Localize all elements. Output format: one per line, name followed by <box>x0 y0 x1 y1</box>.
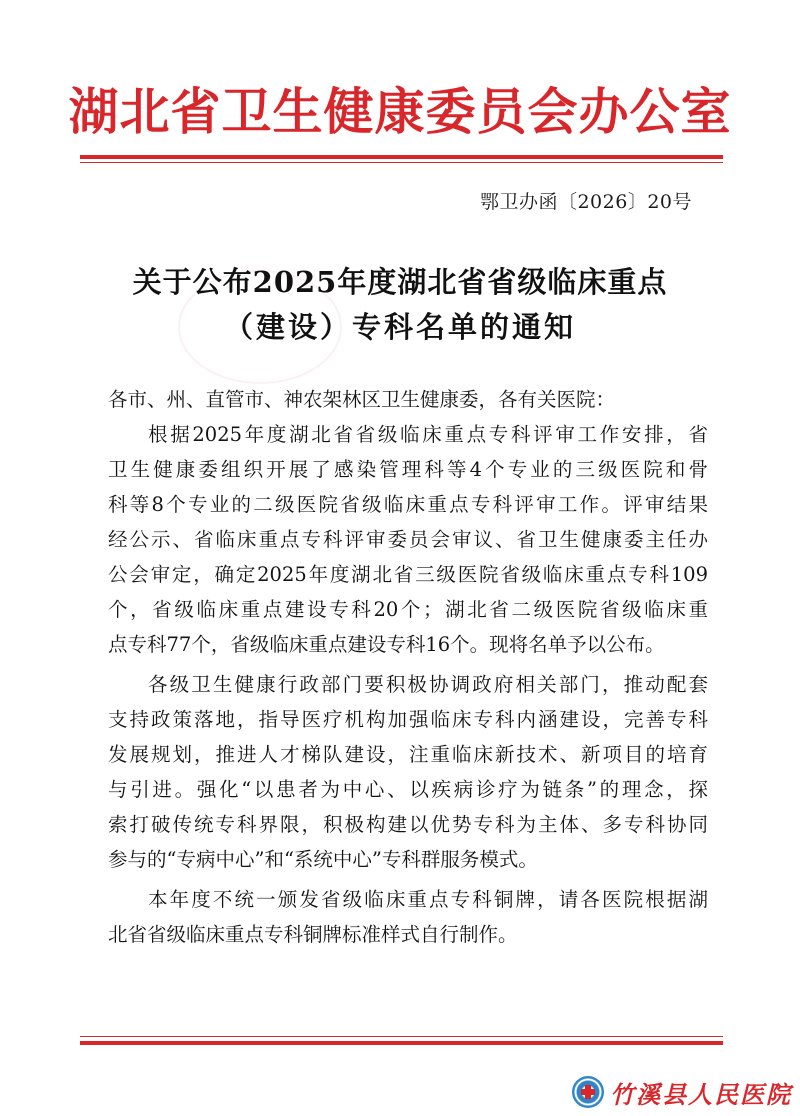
paragraph-2-line: 索打破传统专科界限，积极构建以优势专科为主体、多专科协同 <box>108 813 708 836</box>
paragraph-1-line: 科等8个专业的二级医院省级临床重点专科评审工作。评审结果 <box>108 493 708 516</box>
paragraph-2-line: 参与的“专病中心”和“系统中心”专科群服务模式。 <box>108 848 538 871</box>
paragraph-1-line: 公会审定，确定2025年度湖北省三级医院省级临床重点专科109 <box>108 563 708 586</box>
paragraph-2-line: 发展规划，推进人才梯队建设，注重临床新技术、新项目的培育 <box>108 743 708 766</box>
salutation: 各市、州、直管市、神农架林区卫生健康委，各有关医院： <box>108 388 616 411</box>
paragraph-3-line: 北省省级临床重点专科铜牌标准样式自行制作。 <box>108 923 518 946</box>
paragraph-1-line: 个，省级临床重点建设专科20个；湖北省二级医院省级临床重 <box>108 598 708 621</box>
masthead-title: 湖北省卫生健康委员会办公室 <box>68 82 732 141</box>
masthead-rule-thin <box>80 162 723 163</box>
paragraph-3-line: 本年度不统一颁发省级临床重点专科铜牌，请各医院根据湖 <box>148 888 708 911</box>
paragraph-1-line: 根据2025年度湖北省省级临床重点专科评审工作安排，省 <box>148 423 708 446</box>
paragraph-1-line: 经公示、省临床重点专科评审委员会审议、省卫生健康委主任办 <box>108 528 708 551</box>
paragraph-2-line: 支持政策落地，指导医疗机构加强临床专科内涵建设，完善专科 <box>108 708 708 731</box>
footer-rule-thin <box>80 1036 723 1037</box>
watermark-text: 竹溪县人民医院 <box>610 1079 792 1109</box>
document-number: 鄂卫办函〔2026〕20号 <box>479 191 692 213</box>
notice-body <box>108 382 708 952</box>
paragraph-1-line: 点专科77个，省级临床重点建设专科16个。现将名单予以公布。 <box>108 633 665 656</box>
footer-rule-thick <box>80 1041 723 1045</box>
paragraph-1-line: 卫生健康委组织开展了感染管理科等4个专业的三级医院和骨 <box>108 458 708 481</box>
notice-title-line-2: （建设）专科名单的通知 <box>223 310 576 344</box>
paragraph-2-line: 各级卫生健康行政部门要积极协调政府相关部门，推动配套 <box>148 673 708 696</box>
hospital-logo-icon <box>572 1076 604 1108</box>
watermark <box>572 1074 792 1110</box>
masthead-rule-thick <box>80 155 723 159</box>
notice-title-line-1: 关于公布2025年度湖北省省级临床重点 <box>132 265 668 299</box>
paragraph-2-line: 与引进。强化“以患者为中心、以疾病诊疗为链条”的理念，探 <box>108 778 708 801</box>
